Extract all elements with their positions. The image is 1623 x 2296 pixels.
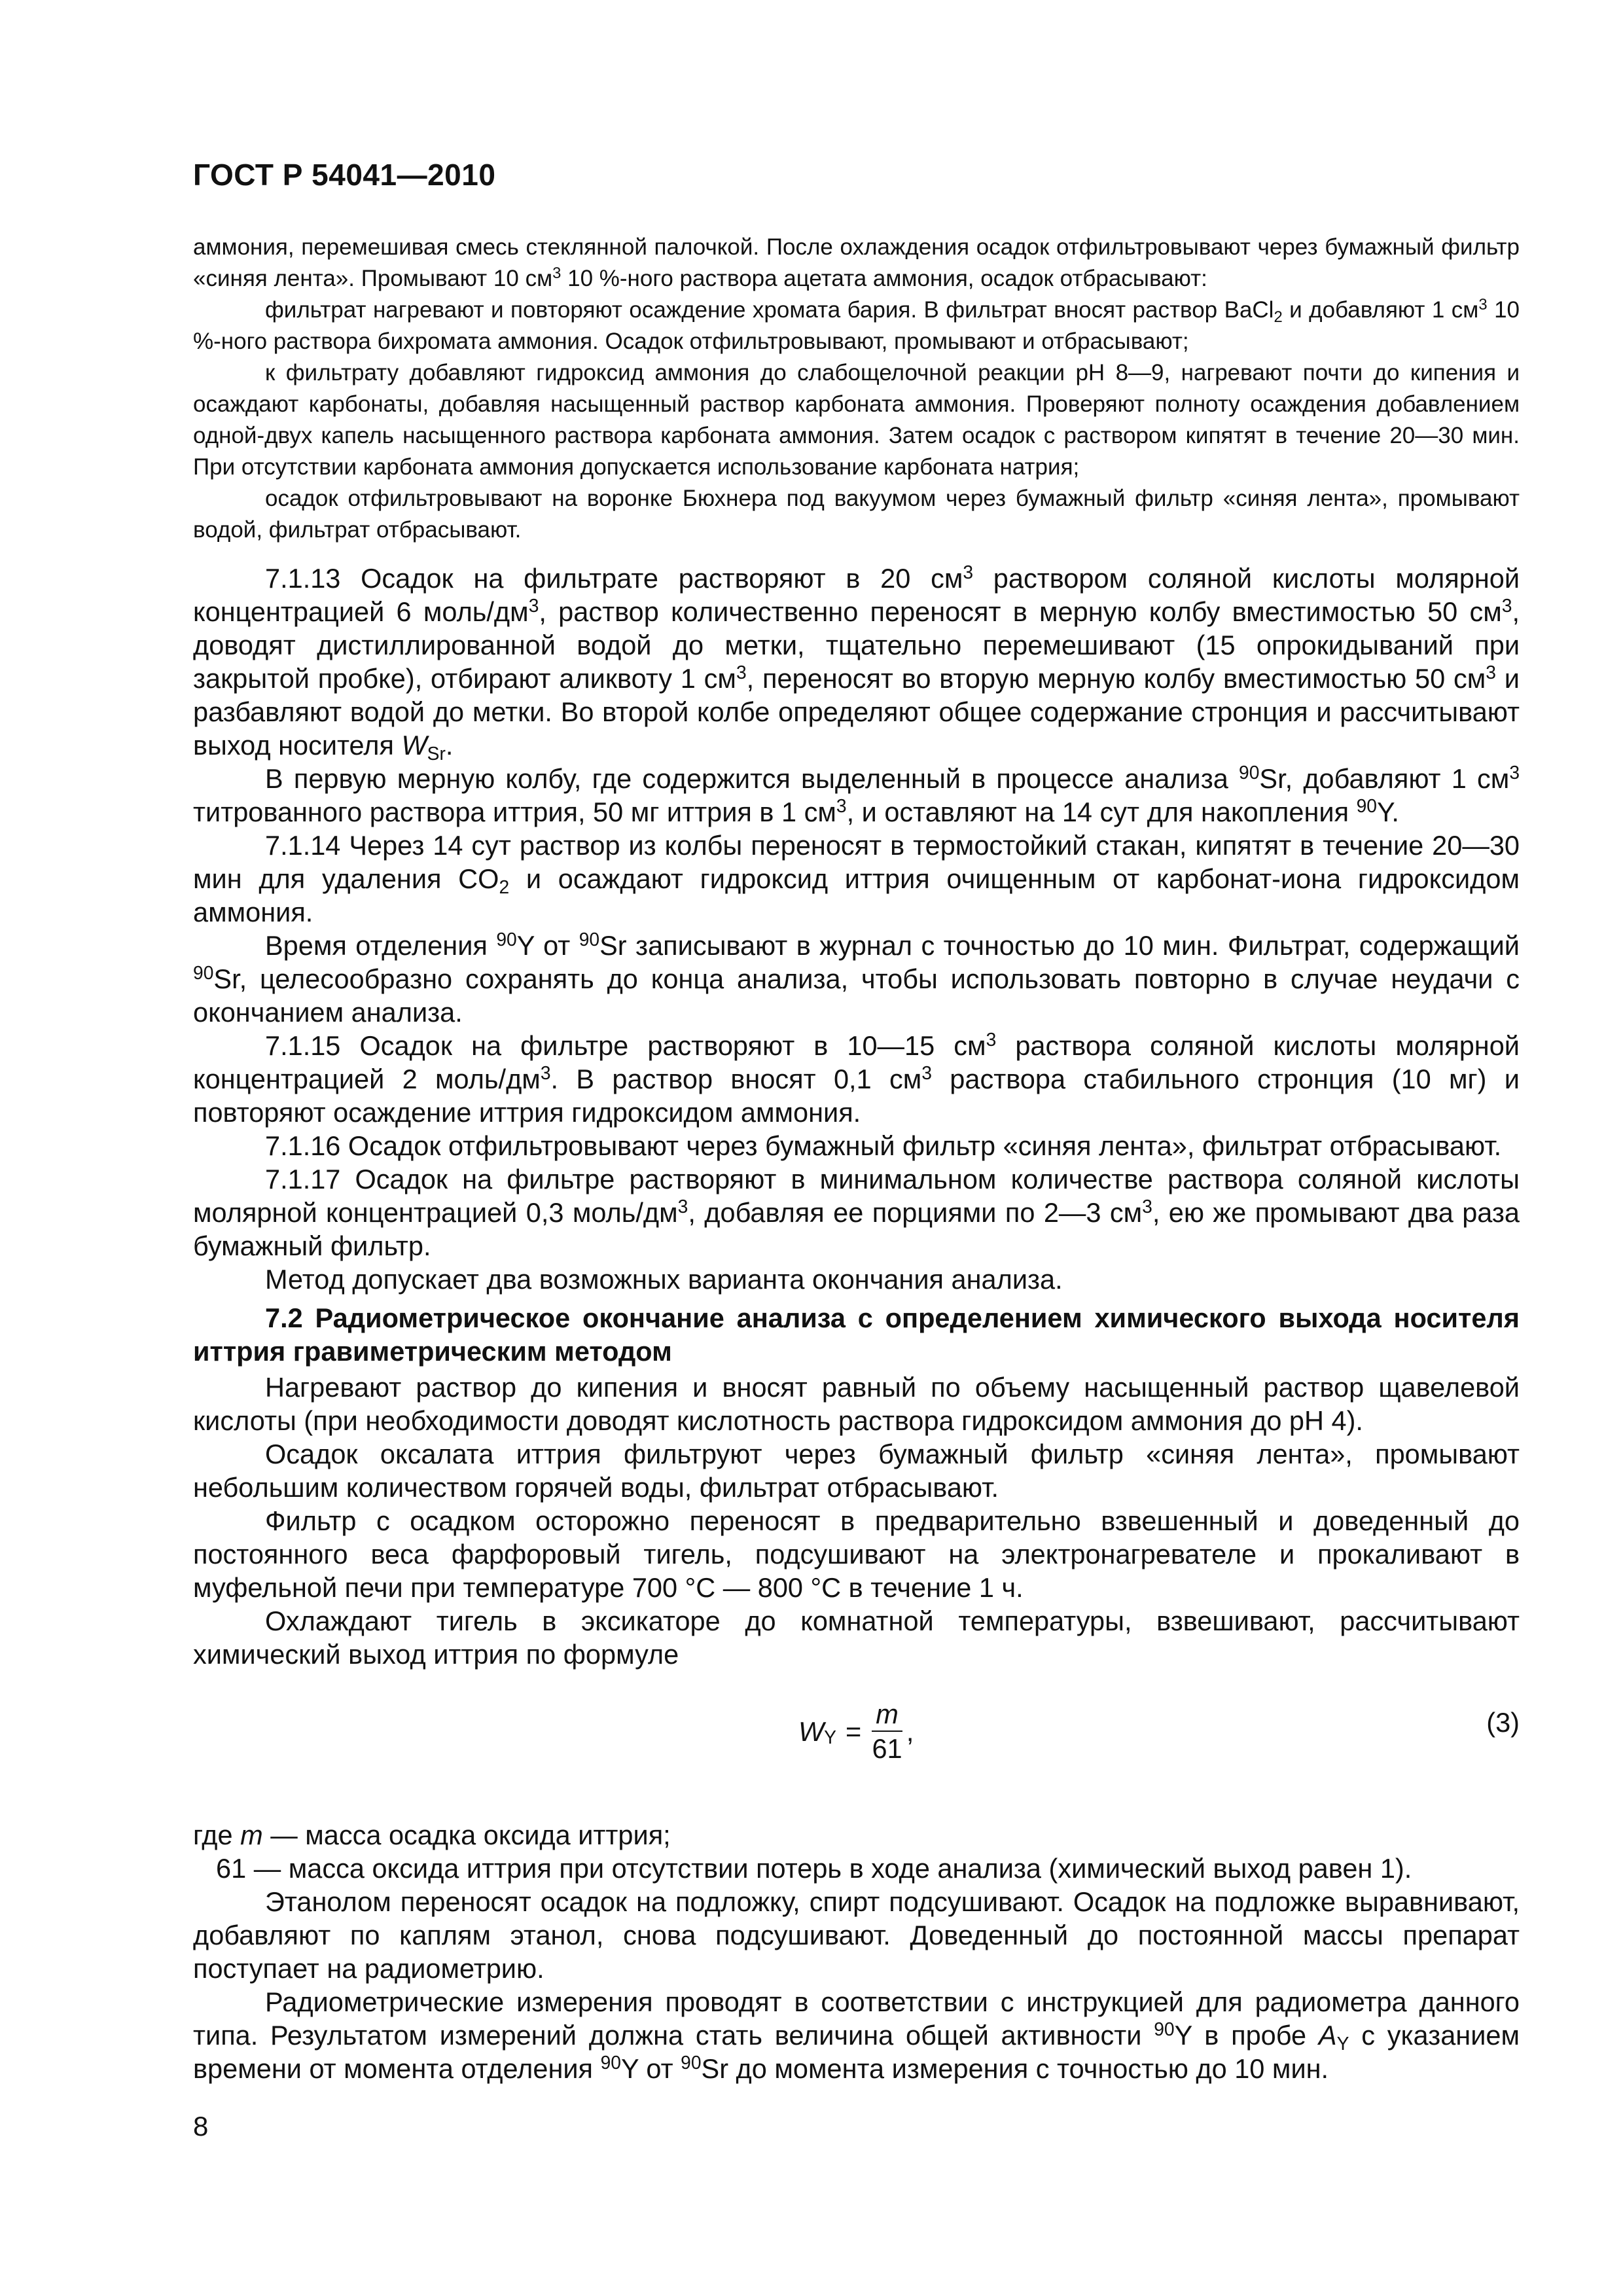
where-line: 61 — масса оксида иттрия при отсутствии потерь в ходе анализа (химический выход равен 1). [216,1853,1412,1884]
formula-equals: = [846,1716,862,1747]
clause-7-1-14: 7.1.14 Через 14 сут раствор из колбы переносят в термостойкий стакан, кипятят в течение 20—30 мин для удаления $CO_2$ и осаждают гидроксид иттрия очищенным от карбонат-иона гидроксидом аммония. [193,830,1520,927]
paragraph: Метод допускает два возможных варианта окончания анализа. [265,1264,1063,1295]
clause-7-1-15: 7.1.15 Осадок на фильтре растворяют в 10—15 $см^3$ раствора соляной кислоты молярной концентрацией 2 моль/$дм^3$. В раствор вносят 0,1 $см^3$ раствора стабильного стронция (10 мг) и повторяют осаждение иттрия гидроксидом аммония. [193,1028,1520,1128]
formula-lhs: W [798,1716,825,1747]
paragraph: осадок отфильтровывают на воронке Бюхнера под вакуумом через бумажный фильтр «синяя лента», промывают водой, фильтрат отбрасывают. [193,486,1520,543]
where-line: где m — масса осадка оксида иттрия; [193,1820,671,1850]
paragraph: В первую мерную колбу, где содержится выделенный в процессе анализа $^{90}$Sr, добавляют 1 $см^3$ титрованного раствора иттрия, 50 мг иттрия в 1 $см^3$, и оставляют на 14 сут для накопления $^{90}$Y. [193,761,1520,827]
paragraph: Этанолом переносят осадок на подложку, спирт подсушивают. Осадок на подложке выравнивают, добавляют по каплям этанол, снова подсушивают. Доведенный до постоянной массы препарат поступает на радиометрию. [193,1886,1520,1984]
paragraph: Фильтр с осадком осторожно переносят в предварительно взвешенный и доведенный до постоянного веса фарфоровый тигель, подсушивают на электронагревателе и прокаливают в муфельной печи при температуре 700 °С — 800 °С в течение 1 ч. [193,1505,1520,1603]
paragraph: аммония, перемешивая смесь стеклянной палочкой. После охлаждения осадок отфильтровывают через бумажный фильтр «синяя лента». Промывают 10 $см^3$ 10 %-ного раствора ацетата аммония, осадок отбрасывают: [193,234,1520,291]
clause-7-1-17: 7.1.17 Осадок на фильтре растворяют в минимальном количестве раствора соляной кислоты молярной концентрацией 0,3 моль/$дм^3$, добавляя ее порциями по 2—3 $см^3$, ею же промывают два раза бумажный фильтр. [193,1164,1520,1261]
paragraph: Нагревают раствор до кипения и вносят равный по объему насыщенный раствор щавелевой кислоты (при необходимости доводят кислотность раствора гидроксидом аммония до pH 4). [193,1372,1520,1436]
formula-expression: W $_Y$ = $\frac{m}{61}$ , [798,1698,914,1764]
paragraph: фильтрат нагревают и повторяют осаждение хромата бария. В фильтрат вносят раствор BaCl$_2$ и добавляют 1 $см^3$ 10 %-ного раствора бихромата аммония. Осадок отфильтровывают, промывают и отбрасывают; [193,296,1520,354]
formula-denominator: 61 [872,1733,902,1764]
formula-3 [193,1695,1520,1780]
formula-tail: , [906,1716,914,1747]
section-heading-7-2: 7.2 Радиометрическое окончание анализа с определением химического выхода носителя иттрия гравиметрическим методом [193,1302,1520,1367]
explanation-block [193,1818,1520,2085]
clause-7-1-13: 7.1.13 Осадок на фильтрате растворяют в 20 $см^3$ раствором соляной кислоты молярной концентрацией 6 моль/$дм^3$, раствор количественно переносят в мерную колбу вместимостью 50 $см^3$, доводят дистиллированной водой до метки, тщательно перемешивают (15 опрокидываний при закрытой пробке), отбирают аликвоту 1 $см^3$, переносят во вторую мерную колбу вместимостью 50 $см^3$ и разбавляют водой до метки. Во второй колбе определяют общее содержание стронция и рассчитывают выход носителя $W_{Sr}$. [193,561,1520,764]
main-text-block [193,562,1520,1671]
paragraph: Осадок оксалата иттрия фильтруют через бумажный фильтр «синяя лента», промывают небольшим количеством горячей воды, фильтрат отбрасывают. [193,1439,1520,1503]
formula-fraction [872,1699,902,1765]
document-header: ГОСТ Р 54041—2010 [193,158,496,192]
paragraph: Радиометрические измерения проводят в соответствии с инструкцией для радиометра данного типа. Результатом измерений должна стать величина общей активности $^{90}$Y в пробе $A_Y$ с указанием времени от момента отделения $^{90}$Y от $^{90}$Sr до момента измерения с точностью до 10 мин. [193,1986,1520,2084]
formula-number: (3) [1486,1707,1520,1738]
method-steps-block [193,232,1520,546]
formula-numerator: m [872,1699,902,1732]
clause-7-1-16: 7.1.16 Осадок отфильтровывают через бумажный фильтр «синяя лента», фильтрат отбрасывают. [265,1130,1502,1161]
paragraph: Время отделения $^{90}$Y от $^{90}$Sr записывают в журнал с точностью до 10 мин. Фильтрат, содержащий $^{90}$Sr, целесообразно сохранять до конца анализа, чтобы использовать повторно в случае неудачи с окончанием анализа. [193,928,1520,1028]
paragraph: к фильтрату добавляют гидроксид аммония до слабощелочной реакции pH 8—9, нагревают почти до кипения и осаждают карбонаты, добавляя насыщенный раствор карбоната аммония. Проверяют полноту осаждения добавлением одной-двух капель насыщенного раствора карбоната аммония. Затем осадок с раствором кипятят в течение 20—30 мин. При отсутствии карбоната аммония допускается использование карбоната натрия; [193,360,1520,480]
paragraph: Охлаждают тигель в эксикаторе до комнатной температуры, взвешивают, рассчитывают химический выход иттрия по формуле [193,1605,1520,1670]
page-number: 8 [193,2111,209,2142]
